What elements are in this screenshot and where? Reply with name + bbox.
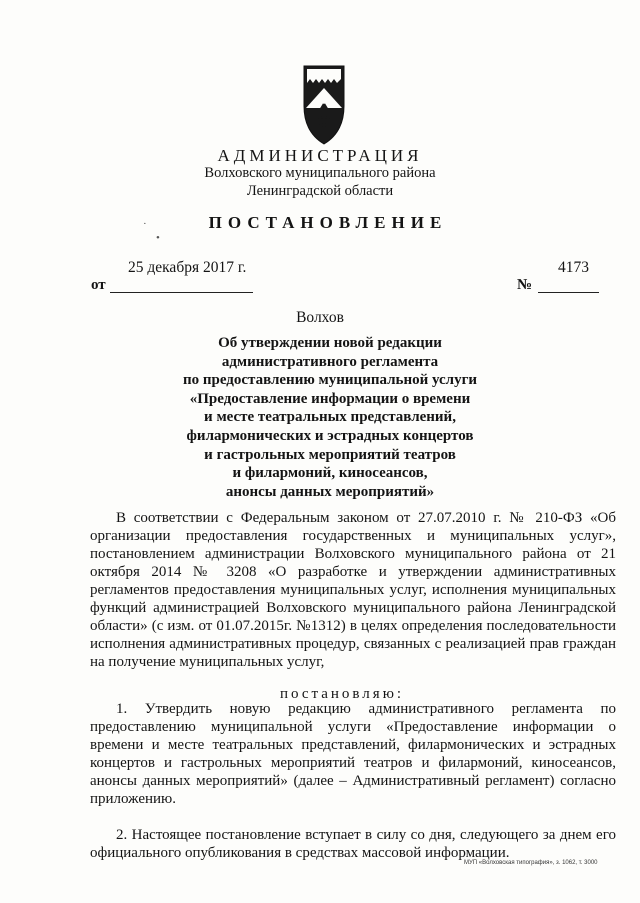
subject-line: «Предоставление информации о времени [189, 390, 471, 407]
subject-line: Об утверждении новой редакции [218, 335, 442, 351]
number-label: № [517, 277, 533, 293]
subject-line: филармонических и эстрадных концертов [186, 427, 474, 444]
subject-line: и гастрольных мероприятий театров [204, 446, 456, 463]
region-line: Ленинградской области [246, 183, 394, 199]
from-label: от [91, 277, 106, 293]
document-type-title: ПОСТАНОВЛЕНИЕ [208, 213, 448, 232]
preamble-text: В соответствии с Федеральным законом от 27.07.2010 г. № 210-ФЗ «Об организации предоставления государственных и муниципальных услуг», постановлением администрации Волховского муниципального района от 21 октября 2014 № 3208 «О разработке и утверждении административных регламентов предоставления муниципальных услуг, исполнения муниципальных функций администрацией Волховского муниципального района Ленинградской области» (с изм. от 01.07.2015г. №1312) в целях определения последовательности исполнения административных процедур, связанных с реализацией прав граждан на получение муниципальных услуг, [90, 510, 616, 670]
subject-line: и филармоний, киносеансов, [232, 465, 428, 482]
number-underline [538, 292, 599, 293]
printer-imprint: МУП «Волховская типография», з. 1062, т. 3000 [464, 860, 598, 866]
item-1-text: 1. Утвердить новую редакцию административного регламента по предоставлению муниципальной услуги «Предоставление информации о времени и месте театральных представлений, филармонических и эстрадных концертов и гастрольных мероприятий театров и филармоний, киносеансов, анонсы данных мероприятий» (далее – Административный регламент) согласно приложению. [90, 701, 616, 807]
preamble-paragraph [90, 509, 616, 671]
document-subject [130, 334, 530, 501]
document-date: 25 декабря 2017 г. [128, 259, 247, 276]
decree-word: постановляю: [279, 686, 405, 702]
item-2-text: 2. Настоящее постановление вступает в силу со дня, следующего за днем его официального опубликования в средствах массовой информации. [90, 827, 616, 861]
subject-line: по предоставлению муниципальной услуги [182, 372, 478, 389]
subject-line: административного регламента [221, 353, 439, 370]
scan-mark: • [156, 232, 160, 244]
document-number: 4173 [558, 259, 589, 276]
coat-of-arms-icon [302, 64, 346, 146]
district-line: Волховского муниципального района [204, 165, 436, 181]
subject-line: анонсы данных мероприятий» [225, 483, 435, 500]
admin-title: АДМИНИСТРАЦИЯ [217, 146, 423, 165]
scan-mark: · [143, 218, 147, 230]
date-underline [110, 292, 253, 293]
subject-line: и месте театральных представлений, [204, 409, 456, 426]
item-1-paragraph [90, 700, 616, 808]
city-name: Волхов [296, 309, 344, 326]
item-2-paragraph [90, 826, 616, 862]
